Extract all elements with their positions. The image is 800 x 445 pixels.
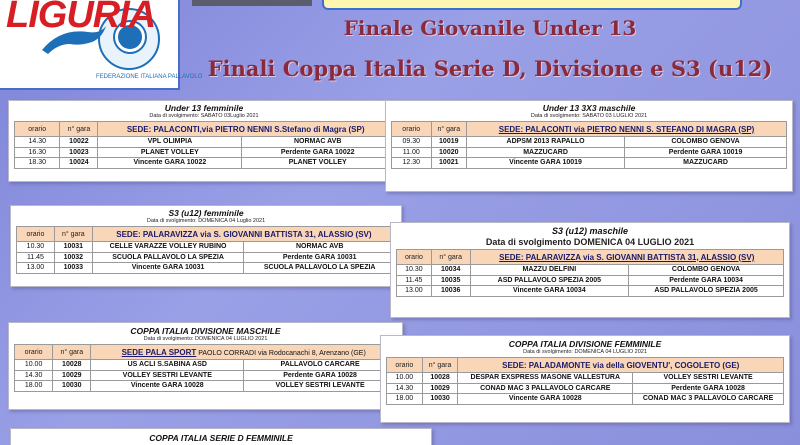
home-team-cell: MAZZU DELFINI [470,265,629,276]
match-number-cell: 10028 [422,373,458,384]
schedule-table [391,121,787,169]
time-cell: 13.00 [17,263,55,274]
col-gara: n° gara [431,250,470,265]
match-number-cell: 10036 [431,286,470,297]
match-number-cell: 10030 [422,394,458,405]
time-cell: 10.00 [15,360,53,371]
table-row [387,394,784,405]
venue-address: PAOLO CORRADI via Rodocanachi 8, Arenzano (GE) [196,349,366,357]
away-team-cell: MAZZUCARD [625,158,787,169]
col-orario: orario [15,122,60,137]
away-team-cell: PLANET VOLLEY [242,158,394,169]
venue-label: SEDE PALA SPORT [121,347,197,357]
time-cell: 10.30 [397,265,432,276]
col-gara: n° gara [54,227,92,242]
time-cell: 10.00 [387,373,423,384]
time-cell: 18.30 [15,158,60,169]
time-cell: 09.30 [392,137,432,148]
card-under13-femminile [8,100,400,182]
match-number-cell: 10035 [431,275,470,286]
time-cell: 18.00 [15,381,53,392]
headline-coppa-italia: Finali Coppa Italia Serie D, Divisione e S3 (u12) [207,56,773,81]
col-orario: orario [397,250,432,265]
match-number-cell: 10023 [60,147,98,158]
card-s3-u12-maschile [390,222,790,318]
card-date: Data di svolgimento DOMENICA 04 LUGLIO 2021 [485,237,695,247]
col-gara: n° gara [53,345,91,360]
away-team-cell: VOLLEY SESTRI LEVANTE [244,381,397,392]
card-date: Data di svolgimento: DOMENICA 04 LUGLIO 2021 [143,336,268,342]
home-team-cell: ADPSM 2013 RAPALLO [467,137,625,148]
col-gara: n° gara [422,358,458,373]
home-team-cell: Vincente GARA 10019 [467,158,625,169]
venue-text: SEDE: PALARAVIZZA via S. GIOVANNI BATTISTA 31, ALASSIO (SV) [499,252,755,262]
away-team-cell: SCUOLA PALLAVOLO LA SPEZIA [244,263,396,274]
away-team-cell: Perdente GARA 10019 [625,147,787,158]
table-row [15,137,394,148]
home-team-cell: DESPAR EXSPRESS MASONE VALLESTURA [458,373,633,384]
away-team-cell: Perdente GARA 10028 [244,370,397,381]
home-team-cell: VPL OLIMPIA [98,137,242,148]
away-team-cell: NORMAC AVB [242,137,394,148]
time-cell: 13.00 [397,286,432,297]
card-date: Data di svolgimento: DOMENICA 04 Luglio 2021 [146,218,266,224]
table-row [15,360,397,371]
card-title: Under 13 3X3 maschile [542,103,636,113]
card-date: Data di svolgimento: DOMENICA 04 LUGLIO 2021 [523,349,647,355]
venue-header [91,345,397,360]
table-row [392,137,787,148]
card-title: S3 (u12) maschile [551,226,629,236]
table-row [392,158,787,169]
col-orario: orario [17,227,55,242]
match-number-cell: 10028 [53,360,91,371]
venue-text: SEDE: PALACONTI via PIETRO NENNI S. STEFANO DI MAGRA (SP) [498,124,755,134]
away-team-cell: ASD PALLAVOLO SPEZIA 2005 [629,286,784,297]
home-team-cell: MAZZUCARD [467,147,625,158]
home-team-cell: CONAD MAC 3 PALLAVOLO CARCARE [458,383,633,394]
card-date: Data di svolgimento: SABATO 03 LUGLIO 2021 [530,113,648,119]
schedule-table [14,344,397,392]
fipav-liguria-logo [0,0,203,90]
match-number-cell: 10029 [422,383,458,394]
time-cell: 11.45 [397,275,432,286]
table-row [397,275,784,286]
table-row [17,242,396,253]
col-orario: orario [15,345,53,360]
away-team-cell: COLOMBO GENOVA [629,265,784,276]
time-cell: 14.30 [15,137,60,148]
time-cell: 16.30 [15,147,60,158]
away-team-cell: COLOMBO GENOVA [625,137,787,148]
time-cell: 14.30 [387,383,423,394]
home-team-cell: Vincente GARA 10028 [91,381,244,392]
headline-under13: Finale Giovanile Under 13 [343,16,637,40]
table-row [392,147,787,158]
table-row [397,286,784,297]
col-orario: orario [392,122,432,137]
away-team-cell: Perdente GARA 10031 [244,252,396,263]
time-cell: 11.45 [17,252,55,263]
time-cell: 11.00 [392,147,432,158]
table-row [15,381,397,392]
venue-header: SEDE: PALADAMONTE via della GIOVENTU', COGOLETO (GE) [458,358,784,373]
home-team-cell: VOLLEY SESTRI LEVANTE [91,370,244,381]
card-coppa-italia-divisione-maschile [8,322,403,410]
time-cell: 18.00 [387,394,423,405]
table-row [387,373,784,384]
top-banner [322,0,742,10]
home-team-cell: CELLE VARAZZE VOLLEY RUBINO [92,242,244,253]
card-title: Under 13 femminile [164,103,244,113]
home-team-cell: Vincente GARA 10028 [458,394,633,405]
match-number-cell: 10029 [53,370,91,381]
match-number-cell: 10021 [431,158,467,169]
table-row [387,383,784,394]
home-team-cell: Vincente GARA 10022 [98,158,242,169]
away-team-cell: NORMAC AVB [244,242,396,253]
schedule-table [396,249,784,297]
home-team-cell: Vincente GARA 10034 [470,286,629,297]
match-number-cell: 10032 [54,252,92,263]
away-team-cell: PALLAVOLO CARCARE [244,360,397,371]
card-s3-u12-femminile [10,205,402,287]
card-title: S3 (u12) femminile [168,208,244,218]
logo-text: LIGURIA [6,0,156,36]
card-coppa-italia-divisione-femminile [380,335,790,423]
match-number-cell: 10020 [431,147,467,158]
match-number-cell: 10022 [60,137,98,148]
home-team-cell: SCUOLA PALLAVOLO LA SPEZIA [92,252,244,263]
top-photo-strip [192,0,312,6]
away-team-cell: CONAD MAC 3 PALLAVOLO CARCARE [633,394,784,405]
match-number-cell: 10019 [431,137,467,148]
away-team-cell: Perdente GARA 10022 [242,147,394,158]
table-row [15,370,397,381]
time-cell: 12.30 [392,158,432,169]
venue-header: SEDE: PALARAVIZZA via S. GIOVANNI BATTISTA 31, ALASSIO (SV) [92,227,395,242]
table-row [17,252,396,263]
home-team-cell: ASD PALLAVOLO SPEZIA 2005 [470,275,629,286]
table-row [17,263,396,274]
match-number-cell: 10031 [54,242,92,253]
time-cell: 14.30 [15,370,53,381]
card-under13-3x3-maschile [385,100,793,192]
logo-subtitle: FEDERAZIONE ITALIANA PALLAVOLO [96,74,203,80]
away-team-cell: Perdente GARA 10034 [629,275,784,286]
card-title: COPPA ITALIA SERIE D FEMMINILE [149,433,293,443]
match-number-cell: 10034 [431,265,470,276]
match-number-cell: 10024 [60,158,98,169]
schedule-table [386,357,784,405]
card-title: COPPA ITALIA DIVISIONE MASCHILE [130,326,281,336]
card-title: COPPA ITALIA DIVISIONE FEMMINILE [508,339,662,349]
col-gara: n° gara [431,122,467,137]
away-team-cell: VOLLEY SESTRI LEVANTE [633,373,784,384]
home-team-cell: Vincente GARA 10031 [92,263,244,274]
home-team-cell: US ACLI S.SABINA ASD [91,360,244,371]
venue-header [470,250,783,265]
table-row [15,158,394,169]
venue-header [467,122,787,137]
away-team-cell: Perdente GARA 10028 [633,383,784,394]
venue-header: SEDE: PALACONTI,via PIETRO NENNI S.Stefano di Magra (SP) [98,122,394,137]
col-gara: n° gara [60,122,98,137]
schedule-table [14,121,394,169]
home-team-cell: PLANET VOLLEY [98,147,242,158]
col-orario: orario [387,358,423,373]
card-coppa-italia-serie-d-femminile [10,428,432,445]
match-number-cell: 10030 [53,381,91,392]
match-number-cell: 10033 [54,263,92,274]
table-row [15,147,394,158]
time-cell: 10.30 [17,242,55,253]
card-date: Data di svolgimento: SABATO 03Luglio 2021 [149,113,259,119]
table-row [397,265,784,276]
schedule-table [16,226,396,274]
